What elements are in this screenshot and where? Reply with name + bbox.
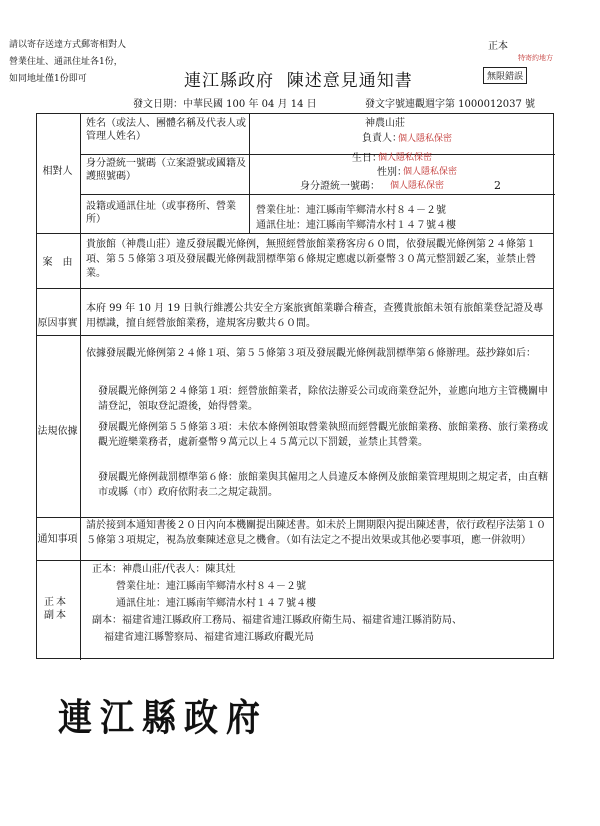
gender-label: 性別： [377, 167, 407, 178]
owner-value: 個人隱私保密 [398, 134, 453, 144]
business-address: 營業住址：連江縣南竿鄉清水村８４－２號 [256, 205, 446, 216]
doc-number: 發文字號連觀週字第 1000012037 號 [365, 99, 535, 110]
notice-text: 請於接到本通知書後２０日內向本機關提出陳述書。如未於上開期限內提出陳述書，依行政程序法第１０５條第３項規定，視為放棄陳述意見之機會。（如有法定之不提出效果或其他必要事項，應一併敘明） [86, 520, 546, 546]
orig-business-address: 營業住址：連江縣南竿鄉清水村８４－２號 [116, 581, 306, 592]
mail-note-1: 請以寄存送達方式郵寄相對人 [9, 40, 127, 50]
birth-value: 個人隱私保密 [378, 153, 433, 163]
id-label: 身分證統一號碼（立案證號或國籍及護照號碼） [86, 158, 246, 182]
name-label: 姓名（或法人、團體名稱及代表人或管理人姓名） [86, 118, 246, 142]
law-label: 法規依據 [37, 426, 78, 437]
law-intro: 依據發展觀光條例第２４條１項、第５５條第３項及發展觀光條例裁罰標準第６條辦理。茲抄錄如后： [86, 348, 536, 359]
gender-value: 個人隱私保密 [403, 167, 458, 177]
cause-label: 案 由 [42, 257, 73, 268]
cause-text: 貴旅館（神農山莊）違反發展觀光條例，無照經營旅館業務客房６０間，依發展觀光條例第２４條第１項、第５５條第３項及發展觀光條例裁罰標準第６條規定應處以新臺幣３０萬元整罰鍰乙案，並禁止營業。 [86, 239, 536, 279]
orig-mail-address: 通訊住址：連江縣南竿鄉清水村１４７號４樓 [116, 598, 316, 609]
facts-label: 原因事實 [37, 318, 78, 329]
mail-address: 通訊住址：連江縣南竿鄉清水村１４７號４樓 [256, 220, 456, 231]
address-label: 設籍或通訊住址（或事務所、營業所） [86, 201, 236, 225]
law-item-1: 發展觀光條例第２４條第１項：經營旅館業者，除依法辦妥公司或商業登記外，並應向地方主管機關申請登記，領取登記證後，始得營業。 [98, 386, 548, 412]
id-field-label: 身分證統一號碼： [300, 181, 380, 192]
business-name: 神農山莊 [365, 118, 405, 129]
copy-label: 正本副本 [44, 597, 68, 621]
law-item-2: 發展觀光條例第５５條第３項：未依本條例領取營業執照而經營觀光旅館業務、旅館業務、旅行業務或觀光遊樂業務者，處新臺幣９萬元以上４５萬元以下罰鍰，並禁止其營業。 [98, 422, 548, 448]
party-label: 相對人 [42, 166, 73, 177]
page-title: 連江縣政府 陳述意見通知書 [184, 71, 413, 91]
birth-label: 生日： [352, 153, 382, 164]
copies-line-1: 副本：福建省連江縣政府工務局、福建省連江縣政府衛生局、福建省連江縣消防局、 [92, 615, 462, 626]
stamp-note: 特寄約地方 [518, 54, 553, 62]
seal-box: 無限錯誤 [483, 67, 527, 84]
government-signature: 連江縣政府 [58, 696, 268, 741]
original-mark: 正本 [488, 41, 508, 52]
date-label: 發文日期：中華民國 100 年 04 月 14 日 [133, 99, 317, 110]
facts-text: 本府 99 年 10 月 19 日執行維護公共安全方案旅賓館業聯合稽查，查獲貴旅館未領有旅館業登記證及專用標識，擅自經營旅館業務，違規客房數共６０間。 [86, 303, 544, 329]
notice-label: 通知事項 [37, 534, 78, 545]
mail-note-2: 營業住址、通訊住址各1份， [9, 57, 123, 67]
law-item-3: 發展觀光條例裁罰標準第６條：旅館業與其僱用之人員違反本條例及旅館業管理規則之規定者，由直轄市或縣（市）政府依附表二之規定裁罰。 [98, 472, 548, 498]
id-suffix: 2 [494, 179, 501, 192]
mail-note-3: 如同地址僅1份即可 [9, 74, 87, 84]
copies-line-2: 福建省連江縣警察局、福建省連江縣政府觀光局 [104, 632, 314, 643]
owner-label: 負責人： [362, 133, 402, 144]
id-field-value: 個人隱私保密 [390, 181, 445, 191]
original-recipient: 正本：神農山莊/代表人：陳其灶 [92, 564, 236, 575]
